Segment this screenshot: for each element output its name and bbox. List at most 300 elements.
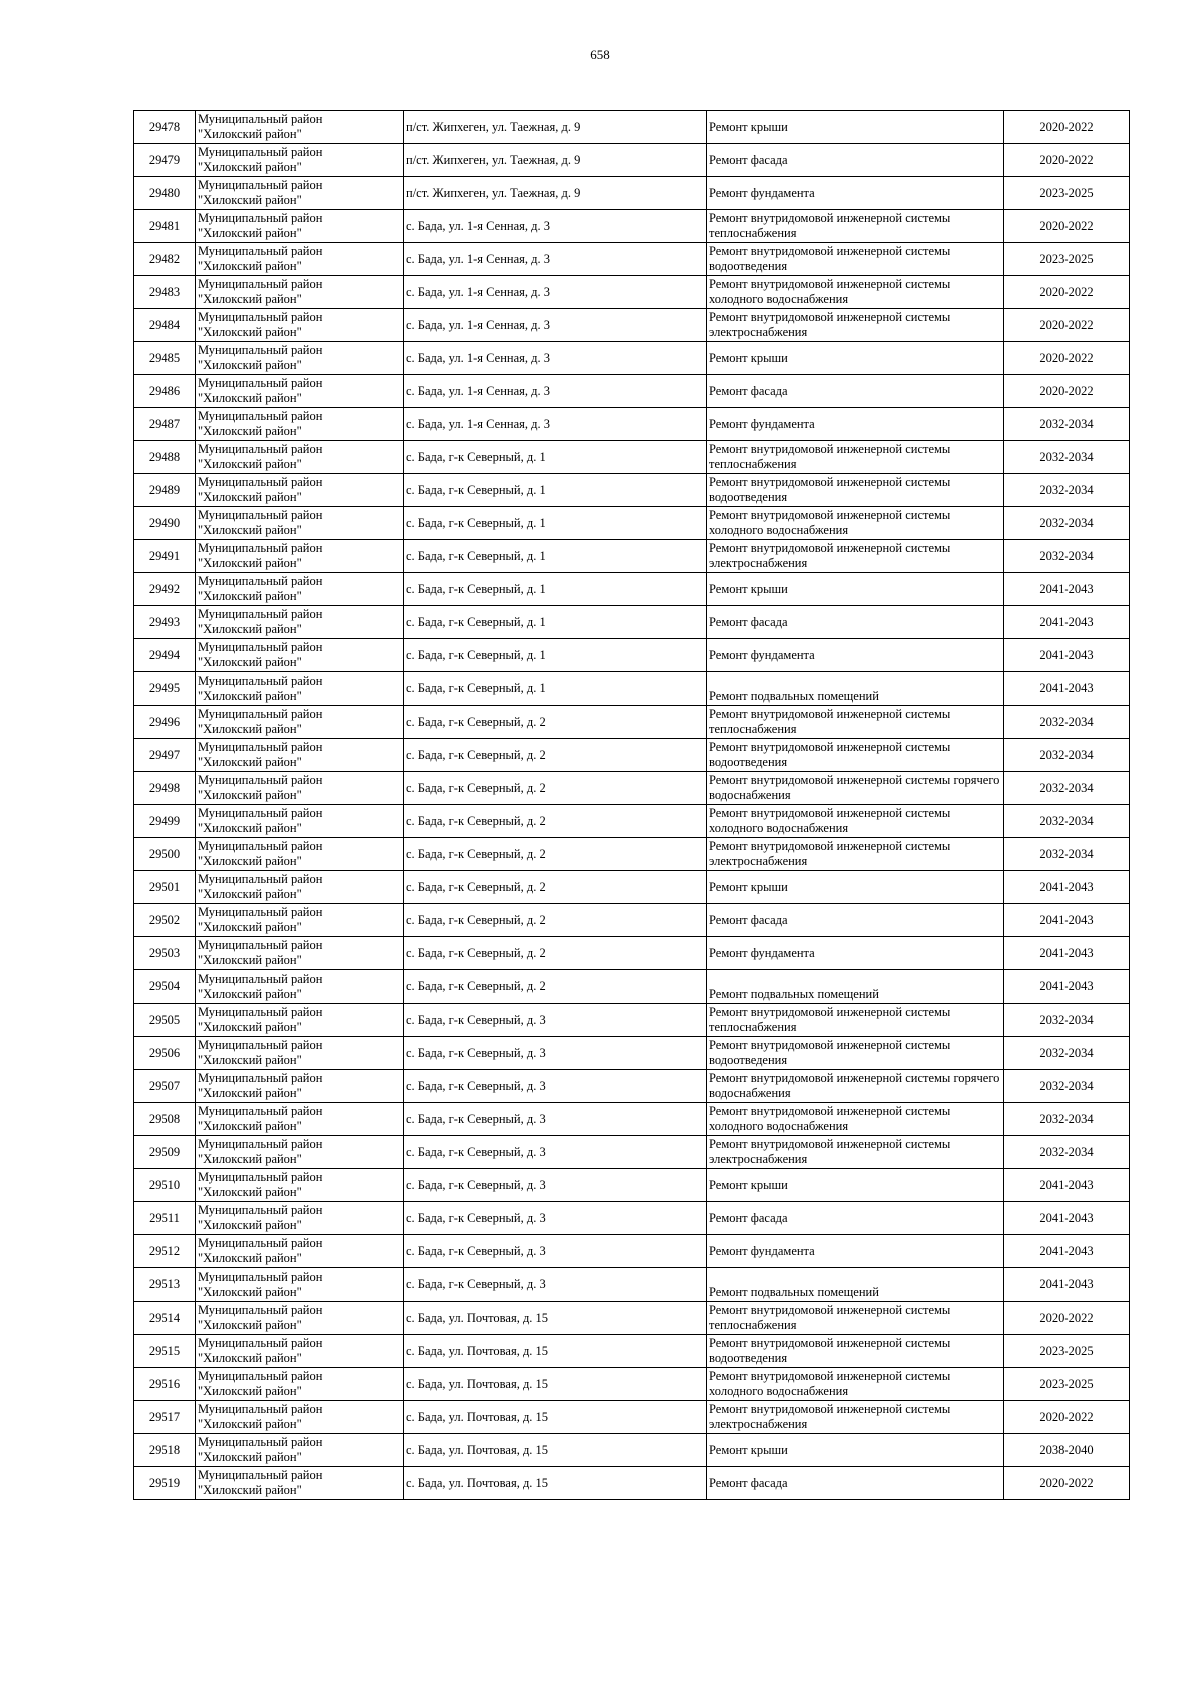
address-cell: с. Бада, г-к Северный, д. 3 — [404, 1202, 707, 1235]
municipality-line-2: "Хилокский район" — [198, 457, 302, 471]
row-number-cell: 29509 — [134, 1136, 196, 1169]
table-row — [134, 243, 1130, 276]
municipality-line-2: "Хилокский район" — [198, 523, 302, 537]
municipality-line-1: Муниципальный район — [198, 1468, 323, 1482]
table-row — [134, 1434, 1130, 1467]
municipality-line-2: "Хилокский район" — [198, 1119, 302, 1133]
row-number-cell: 29491 — [134, 540, 196, 573]
municipality-line-2: "Хилокский район" — [198, 193, 302, 207]
municipality-line-2: "Хилокский район" — [198, 160, 302, 174]
work-type-cell: Ремонт внутридомовой инженерной системы водоотведения — [707, 739, 1004, 772]
period-cell: 2032-2034 — [1004, 1103, 1130, 1136]
row-number-cell: 29505 — [134, 1004, 196, 1037]
municipality-line-1: Муниципальный район — [198, 409, 323, 423]
municipality-line-1: Муниципальный район — [198, 806, 323, 820]
municipality-line-1: Муниципальный район — [198, 541, 323, 555]
address-cell: с. Бада, ул. 1-я Сенная, д. 3 — [404, 210, 707, 243]
address-cell: с. Бада, г-к Северный, д. 2 — [404, 838, 707, 871]
row-number-cell: 29517 — [134, 1401, 196, 1434]
period-cell: 2032-2034 — [1004, 805, 1130, 838]
municipality-line-2: "Хилокский район" — [198, 887, 302, 901]
period-cell: 2041-2043 — [1004, 1235, 1130, 1268]
address-cell: с. Бада, ул. 1-я Сенная, д. 3 — [404, 342, 707, 375]
municipality-line-2: "Хилокский район" — [198, 655, 302, 669]
address-cell: с. Бада, г-к Северный, д. 3 — [404, 1136, 707, 1169]
table-row — [134, 904, 1130, 937]
work-type-cell: Ремонт внутридомовой инженерной системы холодного водоснабжения — [707, 276, 1004, 309]
municipality-line-1: Муниципальный район — [198, 872, 323, 886]
period-cell: 2041-2043 — [1004, 672, 1130, 706]
municipality-cell — [196, 1335, 404, 1368]
municipality-line-2: "Хилокский район" — [198, 1417, 302, 1431]
work-type-cell: Ремонт крыши — [707, 573, 1004, 606]
row-number-cell: 29485 — [134, 342, 196, 375]
address-cell: п/ст. Жипхеген, ул. Таежная, д. 9 — [404, 177, 707, 210]
period-cell: 2032-2034 — [1004, 1070, 1130, 1103]
municipality-line-1: Муниципальный район — [198, 607, 323, 621]
row-number-cell: 29508 — [134, 1103, 196, 1136]
municipality-cell — [196, 937, 404, 970]
municipality-line-1: Муниципальный район — [198, 1137, 323, 1151]
address-cell: с. Бада, г-к Северный, д. 2 — [404, 739, 707, 772]
municipality-line-2: "Хилокский район" — [198, 127, 302, 141]
municipality-cell — [196, 606, 404, 639]
municipality-cell — [196, 904, 404, 937]
address-cell: с. Бада, г-к Северный, д. 1 — [404, 639, 707, 672]
page-number: 658 — [590, 47, 610, 62]
period-cell: 2020-2022 — [1004, 1302, 1130, 1335]
work-type-cell: Ремонт подвальных помещений — [707, 1268, 1004, 1302]
address-cell: с. Бада, г-к Северный, д. 1 — [404, 441, 707, 474]
municipality-cell — [196, 1235, 404, 1268]
registry-table-body — [134, 111, 1130, 1500]
table-row — [134, 342, 1130, 375]
period-cell: 2032-2034 — [1004, 1004, 1130, 1037]
municipality-cell — [196, 144, 404, 177]
work-type-cell: Ремонт внутридомовой инженерной системы электроснабжения — [707, 540, 1004, 573]
address-cell: с. Бада, г-к Северный, д. 3 — [404, 1103, 707, 1136]
municipality-line-1: Муниципальный район — [198, 773, 323, 787]
municipality-cell — [196, 1401, 404, 1434]
work-type-cell: Ремонт внутридомовой инженерной системы теплоснабжения — [707, 706, 1004, 739]
address-cell: с. Бада, г-к Северный, д. 1 — [404, 573, 707, 606]
row-number-cell: 29481 — [134, 210, 196, 243]
table-row — [134, 639, 1130, 672]
address-cell: с. Бада, г-к Северный, д. 1 — [404, 507, 707, 540]
address-cell: с. Бада, г-к Северный, д. 1 — [404, 540, 707, 573]
table-row — [134, 937, 1130, 970]
row-number-cell: 29506 — [134, 1037, 196, 1070]
municipality-cell — [196, 739, 404, 772]
municipality-line-1: Муниципальный район — [198, 145, 323, 159]
address-cell: с. Бада, г-к Северный, д. 3 — [404, 1037, 707, 1070]
table-row — [134, 144, 1130, 177]
municipality-line-1: Муниципальный район — [198, 1203, 323, 1217]
table-row — [134, 970, 1130, 1004]
work-type-cell: Ремонт внутридомовой инженерной системы электроснабжения — [707, 838, 1004, 871]
municipality-line-1: Муниципальный район — [198, 1104, 323, 1118]
municipality-line-2: "Хилокский район" — [198, 1086, 302, 1100]
municipality-line-1: Муниципальный район — [198, 1038, 323, 1052]
table-row — [134, 1235, 1130, 1268]
municipality-line-2: "Хилокский район" — [198, 1384, 302, 1398]
work-type-cell: Ремонт фасада — [707, 606, 1004, 639]
municipality-line-2: "Хилокский район" — [198, 1152, 302, 1166]
address-cell: п/ст. Жипхеген, ул. Таежная, д. 9 — [404, 144, 707, 177]
work-type-cell: Ремонт фасада — [707, 1202, 1004, 1235]
table-row — [134, 1268, 1130, 1302]
address-cell: с. Бада, ул. 1-я Сенная, д. 3 — [404, 276, 707, 309]
municipality-line-1: Муниципальный район — [198, 475, 323, 489]
row-number-cell: 29503 — [134, 937, 196, 970]
address-cell: с. Бада, ул. Почтовая, д. 15 — [404, 1368, 707, 1401]
address-cell: с. Бада, г-к Северный, д. 2 — [404, 706, 707, 739]
municipality-line-2: "Хилокский район" — [198, 986, 302, 1001]
table-row — [134, 805, 1130, 838]
work-type-cell: Ремонт внутридомовой инженерной системы теплоснабжения — [707, 210, 1004, 243]
municipality-line-2: "Хилокский район" — [198, 325, 302, 339]
municipality-line-2: "Хилокский район" — [198, 1218, 302, 1232]
registry-table — [133, 110, 1130, 1500]
row-number-cell: 29516 — [134, 1368, 196, 1401]
municipality-cell — [196, 474, 404, 507]
work-type-cell: Ремонт фасада — [707, 904, 1004, 937]
row-number-cell: 29504 — [134, 970, 196, 1004]
work-type-cell: Ремонт фундамента — [707, 639, 1004, 672]
address-cell: с. Бада, г-к Северный, д. 3 — [404, 1070, 707, 1103]
work-type-cell: Ремонт крыши — [707, 111, 1004, 144]
work-type-cell: Ремонт крыши — [707, 871, 1004, 904]
municipality-cell — [196, 342, 404, 375]
period-cell: 2032-2034 — [1004, 772, 1130, 805]
work-type-cell: Ремонт внутридомовой инженерной системы горячего водоснабжения — [707, 1070, 1004, 1103]
row-number-cell: 29482 — [134, 243, 196, 276]
period-cell: 2041-2043 — [1004, 1268, 1130, 1302]
row-number-cell: 29479 — [134, 144, 196, 177]
municipality-line-1: Муниципальный район — [198, 740, 323, 754]
row-number-cell: 29518 — [134, 1434, 196, 1467]
table-row — [134, 1103, 1130, 1136]
municipality-line-1: Муниципальный район — [198, 112, 323, 126]
table-row — [134, 1467, 1130, 1500]
work-type-cell: Ремонт внутридомовой инженерной системы водоотведения — [707, 474, 1004, 507]
municipality-cell — [196, 672, 404, 706]
row-number-cell: 29486 — [134, 375, 196, 408]
row-number-cell: 29496 — [134, 706, 196, 739]
address-cell: с. Бада, г-к Северный, д. 3 — [404, 1268, 707, 1302]
row-number-cell: 29519 — [134, 1467, 196, 1500]
work-type-cell: Ремонт фундамента — [707, 177, 1004, 210]
period-cell: 2032-2034 — [1004, 838, 1130, 871]
municipality-line-1: Муниципальный район — [198, 1005, 323, 1019]
work-type-cell: Ремонт внутридомовой инженерной системы водоотведения — [707, 243, 1004, 276]
address-cell: п/ст. Жипхеген, ул. Таежная, д. 9 — [404, 111, 707, 144]
municipality-line-1: Муниципальный район — [198, 1369, 323, 1383]
address-cell: с. Бада, ул. Почтовая, д. 15 — [404, 1434, 707, 1467]
row-number-cell: 29487 — [134, 408, 196, 441]
table-row — [134, 111, 1130, 144]
table-row — [134, 1136, 1130, 1169]
municipality-line-1: Муниципальный район — [198, 244, 323, 258]
address-cell: с. Бада, г-к Северный, д. 1 — [404, 474, 707, 507]
address-cell: с. Бада, ул. 1-я Сенная, д. 3 — [404, 243, 707, 276]
address-cell: с. Бада, г-к Северный, д. 2 — [404, 805, 707, 838]
municipality-cell — [196, 408, 404, 441]
period-cell: 2032-2034 — [1004, 739, 1130, 772]
period-cell: 2038-2040 — [1004, 1434, 1130, 1467]
municipality-line-2: "Хилокский район" — [198, 688, 302, 703]
work-type-cell: Ремонт внутридомовой инженерной системы электроснабжения — [707, 1136, 1004, 1169]
row-number-cell: 29488 — [134, 441, 196, 474]
address-cell: с. Бада, ул. Почтовая, д. 15 — [404, 1302, 707, 1335]
address-cell: с. Бада, г-к Северный, д. 1 — [404, 606, 707, 639]
municipality-line-2: "Хилокский район" — [198, 589, 302, 603]
municipality-cell — [196, 1070, 404, 1103]
period-cell: 2020-2022 — [1004, 210, 1130, 243]
municipality-cell — [196, 540, 404, 573]
municipality-line-2: "Хилокский район" — [198, 953, 302, 967]
row-number-cell: 29513 — [134, 1268, 196, 1302]
municipality-cell — [196, 309, 404, 342]
period-cell: 2032-2034 — [1004, 1037, 1130, 1070]
municipality-cell — [196, 276, 404, 309]
municipality-cell — [196, 507, 404, 540]
row-number-cell: 29495 — [134, 672, 196, 706]
work-type-cell: Ремонт внутридомовой инженерной системы теплоснабжения — [707, 1302, 1004, 1335]
municipality-line-1: Муниципальный район — [198, 310, 323, 324]
row-number-cell: 29515 — [134, 1335, 196, 1368]
municipality-cell — [196, 772, 404, 805]
row-number-cell: 29500 — [134, 838, 196, 871]
work-type-cell: Ремонт подвальных помещений — [707, 672, 1004, 706]
work-type-cell: Ремонт фасада — [707, 375, 1004, 408]
work-type-cell: Ремонт фундамента — [707, 1235, 1004, 1268]
table-row — [134, 210, 1130, 243]
address-cell: с. Бада, г-к Северный, д. 3 — [404, 1004, 707, 1037]
address-cell: с. Бада, ул. 1-я Сенная, д. 3 — [404, 375, 707, 408]
row-number-cell: 29480 — [134, 177, 196, 210]
address-cell: с. Бада, г-к Северный, д. 2 — [404, 937, 707, 970]
row-number-cell: 29492 — [134, 573, 196, 606]
municipality-cell — [196, 1169, 404, 1202]
table-row — [134, 1202, 1130, 1235]
period-cell: 2041-2043 — [1004, 937, 1130, 970]
period-cell: 2020-2022 — [1004, 342, 1130, 375]
municipality-cell — [196, 871, 404, 904]
table-row — [134, 177, 1130, 210]
municipality-line-1: Муниципальный район — [198, 1269, 323, 1284]
row-number-cell: 29498 — [134, 772, 196, 805]
table-row — [134, 507, 1130, 540]
municipality-cell — [196, 1268, 404, 1302]
work-type-cell: Ремонт крыши — [707, 1434, 1004, 1467]
municipality-line-2: "Хилокский район" — [198, 490, 302, 504]
table-row — [134, 1004, 1130, 1037]
municipality-cell — [196, 1004, 404, 1037]
municipality-line-2: "Хилокский район" — [198, 788, 302, 802]
table-row — [134, 1037, 1130, 1070]
municipality-line-1: Муниципальный район — [198, 178, 323, 192]
period-cell: 2023-2025 — [1004, 1335, 1130, 1368]
municipality-cell — [196, 243, 404, 276]
municipality-cell — [196, 441, 404, 474]
municipality-line-2: "Хилокский район" — [198, 622, 302, 636]
municipality-cell — [196, 805, 404, 838]
row-number-cell: 29497 — [134, 739, 196, 772]
municipality-line-1: Муниципальный район — [198, 707, 323, 721]
municipality-line-1: Муниципальный район — [198, 673, 323, 688]
period-cell: 2023-2025 — [1004, 243, 1130, 276]
table-row — [134, 408, 1130, 441]
table-row — [134, 474, 1130, 507]
municipality-cell — [196, 1202, 404, 1235]
row-number-cell: 29478 — [134, 111, 196, 144]
address-cell: с. Бада, ул. 1-я Сенная, д. 3 — [404, 309, 707, 342]
table-row — [134, 1169, 1130, 1202]
work-type-cell: Ремонт внутридомовой инженерной системы холодного водоснабжения — [707, 805, 1004, 838]
table-row — [134, 1070, 1130, 1103]
municipality-line-1: Муниципальный район — [198, 1170, 323, 1184]
municipality-line-2: "Хилокский район" — [198, 358, 302, 372]
table-row — [134, 672, 1130, 706]
row-number-cell: 29494 — [134, 639, 196, 672]
municipality-line-1: Муниципальный район — [198, 640, 323, 654]
municipality-line-2: "Хилокский район" — [198, 424, 302, 438]
municipality-cell — [196, 1302, 404, 1335]
period-cell: 2041-2043 — [1004, 573, 1130, 606]
municipality-line-1: Муниципальный район — [198, 1236, 323, 1250]
work-type-cell: Ремонт подвальных помещений — [707, 970, 1004, 1004]
period-cell: 2020-2022 — [1004, 1401, 1130, 1434]
period-cell: 2032-2034 — [1004, 507, 1130, 540]
work-type-cell: Ремонт внутридомовой инженерной системы электроснабжения — [707, 1401, 1004, 1434]
row-number-cell: 29514 — [134, 1302, 196, 1335]
period-cell: 2020-2022 — [1004, 1467, 1130, 1500]
table-row — [134, 1335, 1130, 1368]
period-cell: 2041-2043 — [1004, 1169, 1130, 1202]
table-row — [134, 540, 1130, 573]
municipality-cell — [196, 639, 404, 672]
address-cell: с. Бада, ул. Почтовая, д. 15 — [404, 1335, 707, 1368]
municipality-line-2: "Хилокский район" — [198, 1020, 302, 1034]
row-number-cell: 29484 — [134, 309, 196, 342]
work-type-cell: Ремонт фундамента — [707, 937, 1004, 970]
period-cell: 2041-2043 — [1004, 1202, 1130, 1235]
period-cell: 2041-2043 — [1004, 639, 1130, 672]
period-cell: 2032-2034 — [1004, 1136, 1130, 1169]
municipality-cell — [196, 970, 404, 1004]
municipality-line-2: "Хилокский район" — [198, 1284, 302, 1299]
work-type-cell: Ремонт внутридомовой инженерной системы электроснабжения — [707, 309, 1004, 342]
municipality-cell — [196, 838, 404, 871]
address-cell: с. Бада, ул. Почтовая, д. 15 — [404, 1467, 707, 1500]
period-cell: 2041-2043 — [1004, 970, 1130, 1004]
table-row — [134, 276, 1130, 309]
period-cell: 2020-2022 — [1004, 144, 1130, 177]
table-row — [134, 1302, 1130, 1335]
table-row — [134, 606, 1130, 639]
municipality-line-2: "Хилокский район" — [198, 1318, 302, 1332]
municipality-cell — [196, 1103, 404, 1136]
address-cell: с. Бада, ул. Почтовая, д. 15 — [404, 1401, 707, 1434]
municipality-cell — [196, 210, 404, 243]
municipality-line-1: Муниципальный район — [198, 376, 323, 390]
municipality-cell — [196, 177, 404, 210]
municipality-line-2: "Хилокский район" — [198, 1483, 302, 1497]
municipality-cell — [196, 375, 404, 408]
period-cell: 2023-2025 — [1004, 1368, 1130, 1401]
municipality-cell — [196, 1434, 404, 1467]
municipality-line-1: Муниципальный район — [198, 343, 323, 357]
municipality-line-1: Муниципальный район — [198, 971, 323, 986]
address-cell: с. Бада, г-к Северный, д. 2 — [404, 904, 707, 937]
row-number-cell: 29510 — [134, 1169, 196, 1202]
municipality-line-1: Муниципальный район — [198, 905, 323, 919]
address-cell: с. Бада, г-к Северный, д. 2 — [404, 772, 707, 805]
municipality-cell — [196, 111, 404, 144]
municipality-cell — [196, 1467, 404, 1500]
work-type-cell: Ремонт крыши — [707, 1169, 1004, 1202]
work-type-cell: Ремонт внутридомовой инженерной системы водоотведения — [707, 1037, 1004, 1070]
address-cell: с. Бада, г-к Северный, д. 3 — [404, 1235, 707, 1268]
municipality-line-2: "Хилокский район" — [198, 755, 302, 769]
period-cell: 2032-2034 — [1004, 474, 1130, 507]
address-cell: с. Бада, г-к Северный, д. 2 — [404, 970, 707, 1004]
municipality-line-2: "Хилокский район" — [198, 821, 302, 835]
municipality-line-2: "Хилокский район" — [198, 854, 302, 868]
municipality-line-1: Муниципальный район — [198, 1071, 323, 1085]
table-row — [134, 309, 1130, 342]
period-cell: 2032-2034 — [1004, 408, 1130, 441]
municipality-cell — [196, 1136, 404, 1169]
table-row — [134, 441, 1130, 474]
row-number-cell: 29493 — [134, 606, 196, 639]
municipality-line-2: "Хилокский район" — [198, 556, 302, 570]
work-type-cell: Ремонт внутридомовой инженерной системы холодного водоснабжения — [707, 1103, 1004, 1136]
table-row — [134, 1368, 1130, 1401]
table-row — [134, 739, 1130, 772]
municipality-line-2: "Хилокский район" — [198, 391, 302, 405]
period-cell: 2020-2022 — [1004, 111, 1130, 144]
municipality-line-1: Муниципальный район — [198, 508, 323, 522]
municipality-line-2: "Хилокский район" — [198, 1251, 302, 1265]
row-number-cell: 29507 — [134, 1070, 196, 1103]
address-cell: с. Бада, г-к Северный, д. 2 — [404, 871, 707, 904]
period-cell: 2041-2043 — [1004, 904, 1130, 937]
table-row — [134, 573, 1130, 606]
municipality-line-1: Муниципальный район — [198, 1336, 323, 1350]
row-number-cell: 29490 — [134, 507, 196, 540]
table-row — [134, 838, 1130, 871]
work-type-cell: Ремонт крыши — [707, 342, 1004, 375]
municipality-line-2: "Хилокский район" — [198, 920, 302, 934]
municipality-line-2: "Хилокский район" — [198, 1053, 302, 1067]
period-cell: 2041-2043 — [1004, 606, 1130, 639]
work-type-cell: Ремонт внутридомовой инженерной системы горячего водоснабжения — [707, 772, 1004, 805]
municipality-line-2: "Хилокский район" — [198, 722, 302, 736]
period-cell: 2032-2034 — [1004, 441, 1130, 474]
municipality-line-2: "Хилокский район" — [198, 292, 302, 306]
row-number-cell: 29512 — [134, 1235, 196, 1268]
work-type-cell: Ремонт внутридомовой инженерной системы холодного водоснабжения — [707, 1368, 1004, 1401]
period-cell: 2032-2034 — [1004, 540, 1130, 573]
row-number-cell: 29511 — [134, 1202, 196, 1235]
work-type-cell: Ремонт внутридомовой инженерной системы водоотведения — [707, 1335, 1004, 1368]
period-cell: 2041-2043 — [1004, 871, 1130, 904]
municipality-line-1: Муниципальный район — [198, 1435, 323, 1449]
table-row — [134, 375, 1130, 408]
row-number-cell: 29489 — [134, 474, 196, 507]
